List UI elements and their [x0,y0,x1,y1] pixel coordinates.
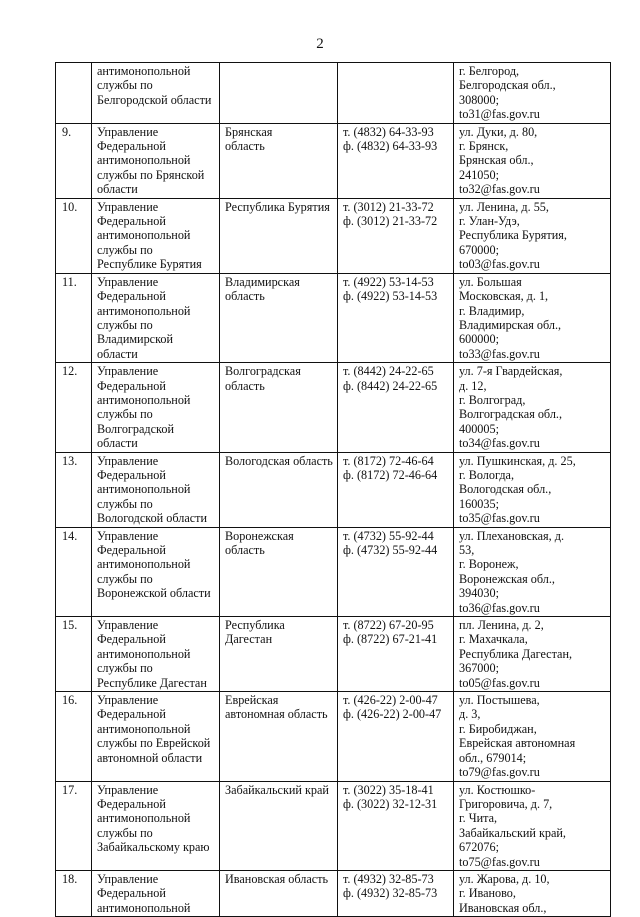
table-row [56,452,611,527]
office-name-cell: Управление Федеральной антимонопольной службы по Еврейской автономной области [92,692,220,781]
fas-offices-table [55,62,611,917]
phone-cell: т. (8442) 24-22-65 ф. (8442) 24-22-65 [338,363,454,452]
phone-cell [338,63,454,124]
table-row [56,363,611,452]
phone-cell: т. (3012) 21-33-72 ф. (3012) 21-33-72 [338,198,454,273]
region-cell: Еврейская автономная область [220,692,338,781]
office-name-cell: Управление Федеральной антимонопольной службы по Республике Дагестан [92,617,220,692]
address-cell: ул. Ленина, д. 55, г. Улан-Удэ, Республика Бурятия, 670000; to03@fas.gov.ru [454,198,611,273]
office-name-cell: Управление Федеральной антимонопольной службы по Владимирской области [92,273,220,362]
address-cell: ул. 7-я Гвардейская, д. 12, г. Волгоград, Волгоградская обл., 400005; to34@fas.gov.ru [454,363,611,452]
address-cell: ул. Дуки, д. 80, г. Брянск, Брянская обл., 241050; to32@fas.gov.ru [454,123,611,198]
region-cell: Воронежская область [220,527,338,616]
region-cell: Республика Дагестан [220,617,338,692]
table-row [56,123,611,198]
row-number: 10. [56,198,92,273]
phone-cell: т. (4732) 55-92-44 ф. (4732) 55-92-44 [338,527,454,616]
table-row [56,273,611,362]
region-cell: Волгоградская область [220,363,338,452]
address-cell: ул. Жарова, д. 10, г. Иваново, Ивановская обл., [454,870,611,916]
region-cell: Ивановская область [220,870,338,916]
phone-cell: т. (4832) 64-33-93 ф. (4832) 64-33-93 [338,123,454,198]
phone-cell: т. (8722) 67-20-95 ф. (8722) 67-21-41 [338,617,454,692]
address-cell: ул. Костюшко- Григоровича, д. 7, г. Чита, Забайкальский край, 672076; to75@fas.gov.ru [454,781,611,870]
address-cell: г. Белгород, Белгородская обл., 308000; to31@fas.gov.ru [454,63,611,124]
phone-cell: т. (3022) 35-18-41 ф. (3022) 32-12-31 [338,781,454,870]
region-cell: Республика Бурятия [220,198,338,273]
region-cell [220,63,338,124]
table-row [56,870,611,916]
office-name-cell: Управление Федеральной антимонопольной службы по Республике Бурятия [92,198,220,273]
phone-cell: т. (4932) 32-85-73 ф. (4932) 32-85-73 [338,870,454,916]
office-name-cell: антимонопольной службы по Белгородской области [92,63,220,124]
table-row [56,617,611,692]
table-row [56,527,611,616]
address-cell: ул. Постышева, д. 3, г. Биробиджан, Еврейская автономная обл., 679014; to79@fas.gov.ru [454,692,611,781]
address-cell: ул. Плехановская, д. 53, г. Воронеж, Воронежская обл., 394030; to36@fas.gov.ru [454,527,611,616]
office-name-cell: Управление Федеральной антимонопольной [92,870,220,916]
region-cell: Брянская область [220,123,338,198]
phone-cell: т. (4922) 53-14-53 ф. (4922) 53-14-53 [338,273,454,362]
table-row [56,198,611,273]
office-name-cell: Управление Федеральной антимонопольной службы по Забайкальскому краю [92,781,220,870]
table-body [56,63,611,917]
region-cell: Владимирская область [220,273,338,362]
office-name-cell: Управление Федеральной антимонопольной службы по Вологодской области [92,452,220,527]
table-row [56,692,611,781]
row-number: 17. [56,781,92,870]
row-number: 14. [56,527,92,616]
row-number [56,63,92,124]
region-cell: Вологодская область [220,452,338,527]
row-number: 12. [56,363,92,452]
address-cell: ул. Пушкинская, д. 25, г. Вологда, Вологодская обл., 160035; to35@fas.gov.ru [454,452,611,527]
table-row [56,63,611,124]
row-number: 18. [56,870,92,916]
row-number: 9. [56,123,92,198]
row-number: 15. [56,617,92,692]
region-cell: Забайкальский край [220,781,338,870]
table-row [56,781,611,870]
row-number: 16. [56,692,92,781]
phone-cell: т. (426-22) 2-00-47 ф. (426-22) 2-00-47 [338,692,454,781]
address-cell: пл. Ленина, д. 2, г. Махачкала, Республика Дагестан, 367000; to05@fas.gov.ru [454,617,611,692]
office-name-cell: Управление Федеральной антимонопольной службы по Брянской области [92,123,220,198]
office-name-cell: Управление Федеральной антимонопольной службы по Волгоградской области [92,363,220,452]
row-number: 11. [56,273,92,362]
phone-cell: т. (8172) 72-46-64 ф. (8172) 72-46-64 [338,452,454,527]
address-cell: ул. Большая Московская, д. 1, г. Владимир, Владимирская обл., 600000; to33@fas.gov.ru [454,273,611,362]
row-number: 13. [56,452,92,527]
page-number: 2 [316,36,324,52]
office-name-cell: Управление Федеральной антимонопольной службы по Воронежской области [92,527,220,616]
